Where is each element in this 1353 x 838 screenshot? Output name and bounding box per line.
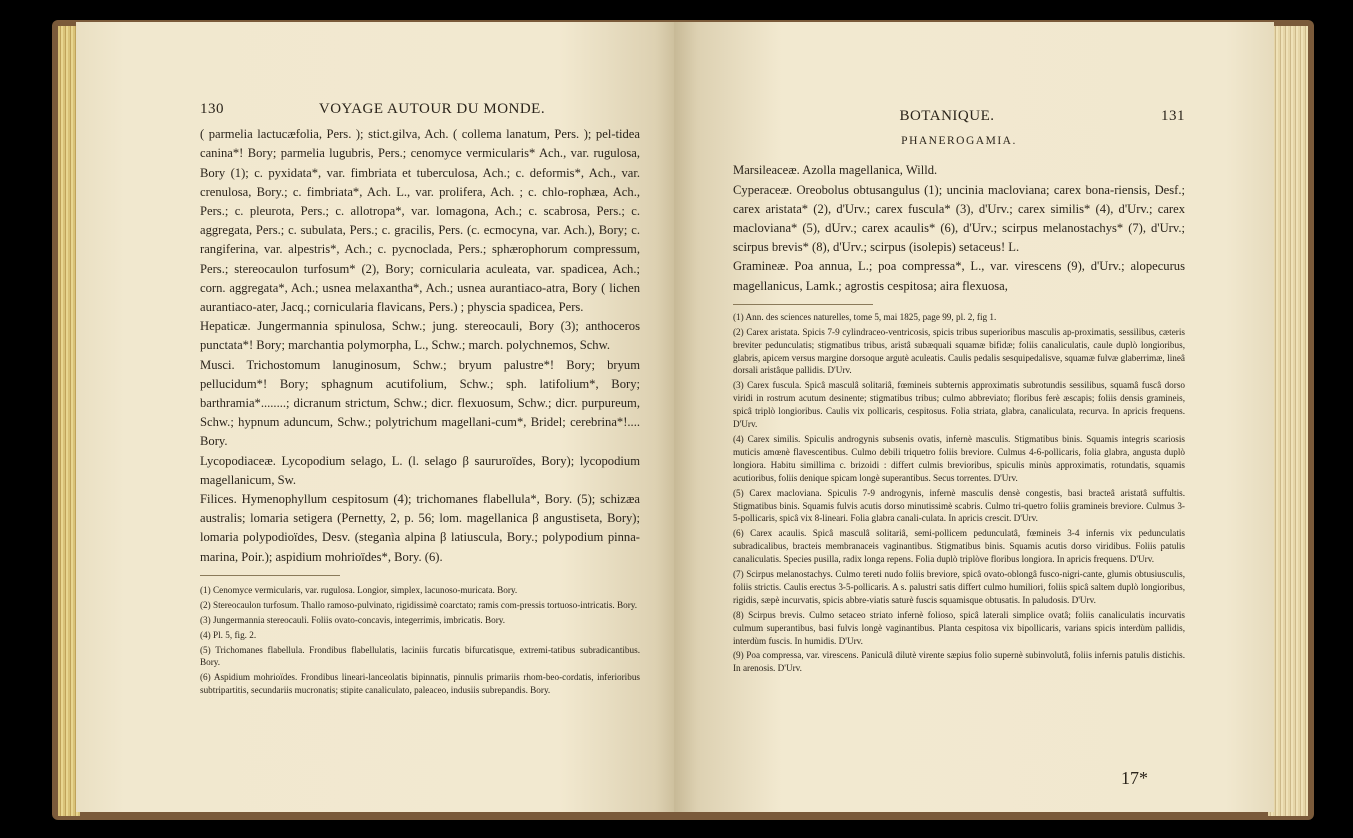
right-paragraph: Cyperaceæ. Oreobolus obtusangulus (1); uncinia macloviana; carex bona-riensis, Desf.; carex aristata* (2), d'Urv.; carex fuscula* (3), d'Urv.; carex similis* (4), d'Urv.; carex macloviana* (5), dUrv.; carex acaulis* (6), d'Urv.; scirpus melanostachys* (7), d'Urv.; scirpus brevis* (8), d'Urv.; scirpus (isolepis) setaceus! L. [733, 182, 1185, 255]
left-paragraph: ( parmelia lactucæfolia, Pers. ); stict.gilva, Ach. ( collema lanatum, Pers. ); pel-tidea canina*! Bory; parmelia lugubris, Pers.; cenomyce vermicularis* Ach., var. rugulosa, Bory (1); c. pyxidata*, var. fimbriata et tuberculosa, Ach.; c. deformis*, Ach., var. crenulosa, Bory.; c. fimbriata*, Ach. L., var. prolifera, Ach. ; c. chlo-rophæa, Ach., Pers.; c. pleurota, Pers.; c. allotropa*, var. lomagona, Ach.; c. scabrosa, Pers.; c. aggregata, Pers.; c. subulata, Pers.; c. gracilis, Pers. (c. ecmocyna, var. Ach.), Bory; c. rangiferina, var. alpestris*, Ach.; c. pycnoclada, Pers.; sphærophorum compressum, Pers.; stereocaulon turfosum* (2), Bory; cornicularia aculeata, var. spadicea, Ach.; corn. aggregata*, Ach.; usnea melaxantha*, Ach.; usnea aurantiaco-atra, Bory ( lichen aurantiaco-ater, Jacq.; cornicularia flavicans, Pers.) ; physcia spadicea, Pers. [200, 127, 640, 315]
right-paragraph: Marsileaceæ. Azolla magellanica, Willd. [733, 163, 938, 178]
footnote: (6) Carex acaulis. Spicâ masculâ solitariâ, semi-pollicem pedunculatâ, fœmineis 3-4 infernis vix pedunculatis subradicalibus, bracteis membranaceis vaginantibus. Stigmatibus binis. Squamis acutis dorso viridibus. Foliis patulis canaliculatis. Species pusilla, radix longa repens. Folia duplò triplòve floribus longiora. In apricis frequens. D'Urv. [733, 528, 1185, 565]
left-paragraph: Musci. Trichostomum lanuginosum, Schw.; bryum palustre*! Bory; bryum pellucidum*! Bory; sphagnum acutifolium, Schw.; sph. latifolium*, Bory; barthramia*........; dicranum strictum, Schw.; dicr. flexuosum, Schw.; dicr. purpureum, Schw.; hypnum aduncum, Schw.; polytrichum magellani-cum*, Bridel; cerebrina*!.... Bory. [200, 357, 640, 449]
right-page-number: 131 [1160, 108, 1185, 124]
left-paragraph: Filices. Hymenophyllum cespitosum (4); trichomanes flabellula*, Bory. (5); schizæa australis; lomaria setigera (Pernetty, 2, p. 56; lom. magellanica β angustiseta, Bory); lomaria polypodioïdes, Desv. (steganìa alpina β latiuscula, Bory.; polypodium pinna-marina, Poir.); aspidium mohrioïdes*, Bory. (6). [200, 492, 640, 564]
right-running-head [733, 107, 1185, 126]
footnote: (2) Carex aristata. Spicis 7-9 cylindraceo-ventricosis, spicis tribus superioribus masculis ap-proximatis, sessilibus, cæteris breviter pedunculatis; stigmatibus tribus, aristâ subæquali squamæ bifidæ; foliis canaliculatis, caule duplò longioribus, glabris, apicem versus margine dorsoque argutè aculeatis. Caulis pedalis sesquipedalisve, squamæ fulvæ glaberrimæ, lineâ dorsali aristâque pallidis. D'Urv. [733, 326, 1185, 376]
footnote-rule [733, 304, 873, 305]
right-footnotes [733, 311, 1185, 675]
footnote: (1) Ann. des sciences naturelles, tome 5, mai 1825, page 99, pl. 2, fig 1. [733, 311, 997, 322]
left-page-number: 130 [200, 101, 224, 117]
left-running-head [200, 100, 640, 119]
left-page [76, 22, 680, 812]
footnote: (5) Carex macloviana. Spiculis 7-9 androgynis, infernè masculis densè congestis, basi bracteâ aristatâ suffultis. Stigmatibus binis. Squamis fulvis acutis dorso minutissimè scabris. Culmo tri-quetro foliis gramineis breviore. Culmus 3-5-pollicaris, spicâ vix 8-lineari. Folia glabra canali-culata. In apricis crescit. D'Urv. [733, 487, 1185, 524]
left-footnotes [200, 584, 640, 697]
right-page-content [733, 107, 1185, 677]
footnote: (2) Stereocaulon turfosum. Thallo ramoso-pulvinato, rigidissimè coarctato; ramis com-pressis tortuoso-intricatis. Bory. [200, 599, 638, 610]
footnote: (4) Pl. 5, fig. 2. [200, 629, 257, 640]
footnote: (1) Cenomyce vermicularis, var. rugulosa. Longior, simplex, lacunoso-muricata. Bory. [200, 584, 518, 595]
footnote: (7) Scirpus melanostachys. Culmo tereti nudo foliis breviore, spicâ ovato-oblongâ fusco-nigri-cante, glumis obtusiusculis, foliis strictis. Caulis erectus 3-5-pollicaris. A s. palustri satis differt culmo humiliori, foliis spicâ saltem duplò longioribus, rigidis, sæpè incurvatis, spicis abbre-viatis saturè fuscis squamisque obtusatis. In paludosis. D'Urv. [733, 569, 1185, 605]
footnote: (9) Poa compressa, var. virescens. Paniculâ dilutè virente sæpius folio supernè subinvolutâ, foliis infernis patulis distichis. In arenosis. D'Urv. [733, 650, 1185, 674]
left-page-content [200, 100, 640, 699]
left-paragraph: Lycopodiaceæ. Lycopodium selago, L. (l. selago β saururoïdes, Bory); lycopodium magellanicum, Sw. [200, 453, 640, 487]
right-page [674, 22, 1274, 812]
right-paragraph: Gramineæ. Poa annua, L.; poa compressa*, L., var. virescens (9), d'Urv.; alopecurus magellanicus, Lamk.; agrostis cespitosa; aira flexuosa, [733, 259, 1185, 293]
footnote: (8) Scirpus brevis. Culmo setaceo striato infernè folioso, spicâ laterali simplice ovatâ; foliis canaliculatis incurvatis culmum superantibus, basi fulvis longè vaginantibus. Planta cespitosa vix bipollicaris, varians spicis interdùm pallidis, interdùm fuscis. In humidis. D'Urv. [733, 609, 1185, 646]
footnote: (5) Trichomanes flabellula. Frondibus flabellulatis, laciniis furcatis bifurcatisque, extremi-tatibus subradicantibus. Bory. [200, 644, 640, 668]
left-paragraph: Hepaticæ. Jungermannia spinulosa, Schw.; jung. stereocauli, Bory (3); anthoceros punctata*! Bory; marchantia polymorpha, L., Schw.; march. polychnemos, Schw. [200, 319, 640, 353]
footnote: (3) Carex fuscula. Spicâ masculâ solitariâ, fœmineis subternis approximatis subrotundis sessilibus, squamâ fuscâ dorso viridi in rostrum acutum desinente; stigmatibus tribus; culmo abbreviato; floribus ferè æscapis; foliis densis gramineis, spicâ triplò longioribus. Caulis vix pollicaris, cespitosus. Folia striata, glabra, canaliculata, recurva. In apricis frequens. D'Urv. [733, 380, 1185, 430]
footnote-rule [200, 575, 340, 576]
signature-mark: 17* [1121, 768, 1148, 788]
page-edges-right [1268, 26, 1308, 816]
left-running-title: VOYAGE AUTOUR DU MONDE. [318, 101, 546, 117]
right-running-title: BOTANIQUE. [899, 108, 995, 124]
footnote: (4) Carex similis. Spiculis androgynis subsenis ovatis, infernè masculis. Stigmatibus binis. Squamis integris scariosis muticis amœnè flavescentibus. Culmo debili triquetro foliis breviore. Culmus 4-6-pollicaris, folia glabra, angusta duplò longiora. Habitu simillima c. brizoidi : differt culmis brevioribus, spiculis minùs approximatis, rotundatis, squamis acutioribus, foliis denique spicam longè superantibus. Secus torrentes. D'Urv. [733, 433, 1185, 483]
section-title: PHANEROGAMIA. [901, 135, 1017, 148]
footnote: (6) Aspidium mohrioïdes. Frondibus lineari-lanceolatis bipinnatis, pinnulis primariis rhom-beo-cordatis, inferioribus subtripartitis, secundariis mucronatis; stipite canaliculato, paleaceo, indusiis subrepandis. Bory. [200, 672, 640, 696]
footnote: (3) Jungermannia stereocauli. Foliis ovato-concavis, integerrimis, imbricatis. Bory. [200, 614, 506, 625]
